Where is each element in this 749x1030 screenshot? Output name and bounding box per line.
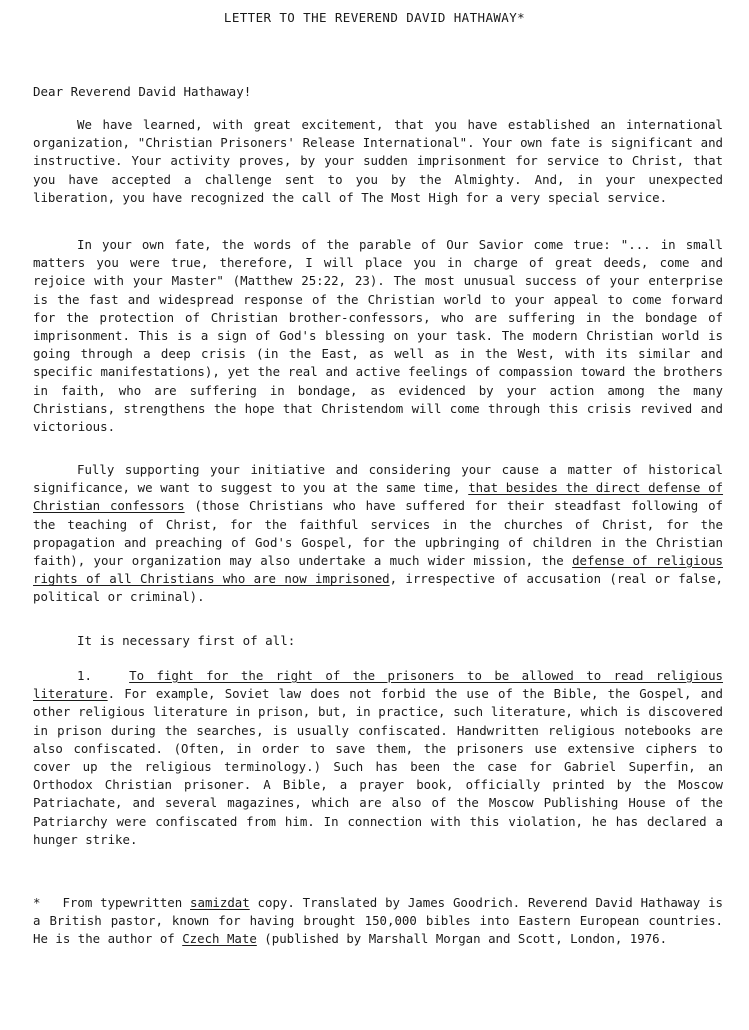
footnote-underlined-b: Czech Mate (182, 931, 257, 946)
paragraph-3-text-b: (those Christians who have suffered for their steadfast following of the teaching of Christ, for the faithful services in the churches of Christ, for the propagation and preaching of God's Gospel, for the upbringing of children in the Christian faith), your organization may also undertake a much wider mission, the (33, 498, 723, 569)
footnote (33, 894, 723, 948)
paragraph-4: It is necessary first of all: (77, 633, 296, 648)
paragraph-3-underlined-b: defense of religious rights of all Christians who are now imprisoned (33, 553, 723, 587)
list-item-1-number: 1. (77, 668, 92, 683)
footnote-text-b: copy. Translated by James Goodrich. Reverend David Hathaway is a British pastor, known for having brought 150,000 bibles into Eastern European countries. He is the author of (33, 895, 723, 946)
paragraph-2: In your own fate, the words of the parable of Our Savior come true: "... in small matters you were true, therefore, I will place you in charge of great deeds, come and rejoice with your Master" (Matthew 25:22, 23). The most unusual success of your enterprise is the fast and widespread response of the Christian world to your appeal to come forward for the protection of Christian brother-confessors, who are suffering in the bondage of imprisonment. This is a sign of God's blessing on your task. The modern Christian world is going through a deep crisis (in the East, as well as in the West, with its similar and specific manifestations), yet the real and active feelings of compassion toward the brothers in faith, who are suffering in bondage, as evidenced by your action among the many Christians, strengthens the hope that Christendom will come through this crisis revived and victorious. (33, 237, 723, 435)
list-item-1 (33, 667, 723, 849)
footnote-marker: * (33, 895, 41, 910)
paragraph-3-text-c: , irrespective of accusation (real or false, political or criminal). (33, 571, 723, 605)
footnote-underlined-a: samizdat (190, 895, 250, 910)
list-item-1-underlined: To fight for the right of the prisoners to be allowed to read religious literature (33, 668, 723, 702)
page-title: LETTER TO THE REVEREND DAVID HATHAWAY* (223, 10, 526, 25)
paragraph-1: We have learned, with great excitement, that you have established an international organization, "Christian Prisoners' Release International". Your own fate is significant and instructive. Your activity proves, by your sudden imprisonment for service to Christ, that you have accepted a challenge sent to you by the Almighty. And, in your unexpected liberation, you have recognized the call of The Most High for a very special service. (33, 117, 723, 205)
footnote-text-c: (published by Marshall Morgan and Scott, London, 1976. (256, 931, 668, 946)
paragraph-3-text-a: Fully supporting your initiative and considering your cause a matter of historical significance, we want to suggest to you at the same time, (33, 462, 723, 496)
paragraph-3 (33, 461, 723, 607)
salutation: Dear Reverend David Hathaway! (33, 84, 252, 99)
paragraph-3-underlined-a: that besides the direct defense of Christian confessors (33, 480, 724, 514)
list-item-1-text: . For example, Soviet law does not forbid the use of the Bible, the Gospel, and other religious literature in prison, but, in practice, such literature, which is discovered in prison during the searches, is usually confiscated. Handwritten religious notebooks are also confiscated. (Often, in order to save them, the prisoners use extensive ciphers to cover up the religious terminology.) Such has been the case for Gabriel Superfin, an Orthodox Christian prisoner. A Bible, a prayer book, officially printed by the Moscow Patriachate, and several magazines, which are also of the Moscow Publishing House of the Patriarchy were confiscated from him. In connection with this violation, he has declared a hunger strike. (33, 686, 723, 847)
footnote-text-a: From typewritten (62, 895, 191, 910)
